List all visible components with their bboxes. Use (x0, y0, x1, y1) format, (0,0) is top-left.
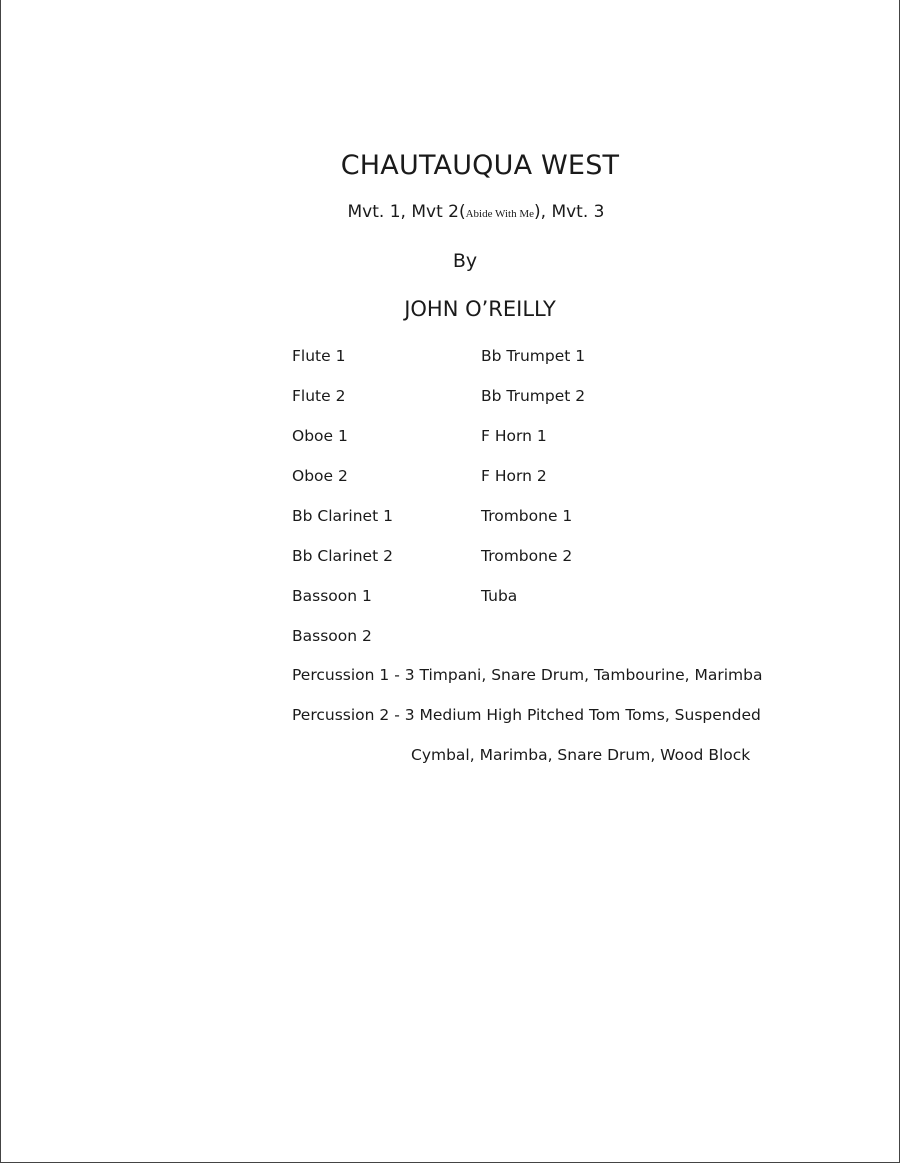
instrument-item: Bassoon 2 (292, 627, 372, 645)
percussion-2-line: Percussion 2 - 3 Medium High Pitched Tom Toms, Suspended (292, 706, 761, 724)
instrument-item: Oboe 2 (292, 467, 348, 485)
instrument-list-brass (481, 346, 585, 626)
instrument-item: Oboe 1 (292, 427, 348, 445)
instrument-item: Trombone 2 (481, 547, 573, 565)
subtitle-prefix: Mvt. 1, Mvt 2( (347, 202, 466, 222)
by-label: By (452, 250, 478, 272)
percussion-1-line: Percussion 1 - 3 Timpani, Snare Drum, Tambourine, Marimba (292, 666, 763, 684)
subtitle-suffix: ), Mvt. 3 (534, 202, 605, 222)
instrument-list-woodwinds (292, 346, 393, 666)
instrument-item: Bb Clarinet 1 (292, 507, 393, 525)
percussion-2-continued-line: Cymbal, Marimba, Snare Drum, Wood Block (411, 746, 751, 764)
instrument-item: Bb Clarinet 2 (292, 547, 393, 565)
instrument-item: Bb Trumpet 2 (481, 387, 586, 405)
movement-2-name: Abide With Me (465, 208, 534, 220)
instrument-item: F Horn 1 (481, 427, 547, 445)
instrument-item: Trombone 1 (481, 507, 573, 525)
instrument-item: Flute 1 (292, 347, 346, 365)
composer-name: JOHN O’REILLY (404, 297, 556, 321)
movements-subtitle (0, 202, 900, 222)
instrument-item: F Horn 2 (481, 467, 547, 485)
instrument-item: Tuba (481, 587, 518, 605)
instrument-item: Bassoon 1 (292, 587, 372, 605)
instrument-item: Bb Trumpet 1 (481, 347, 586, 365)
instrument-item: Flute 2 (292, 387, 346, 405)
page-title: CHAUTAUQUA WEST (340, 150, 620, 181)
